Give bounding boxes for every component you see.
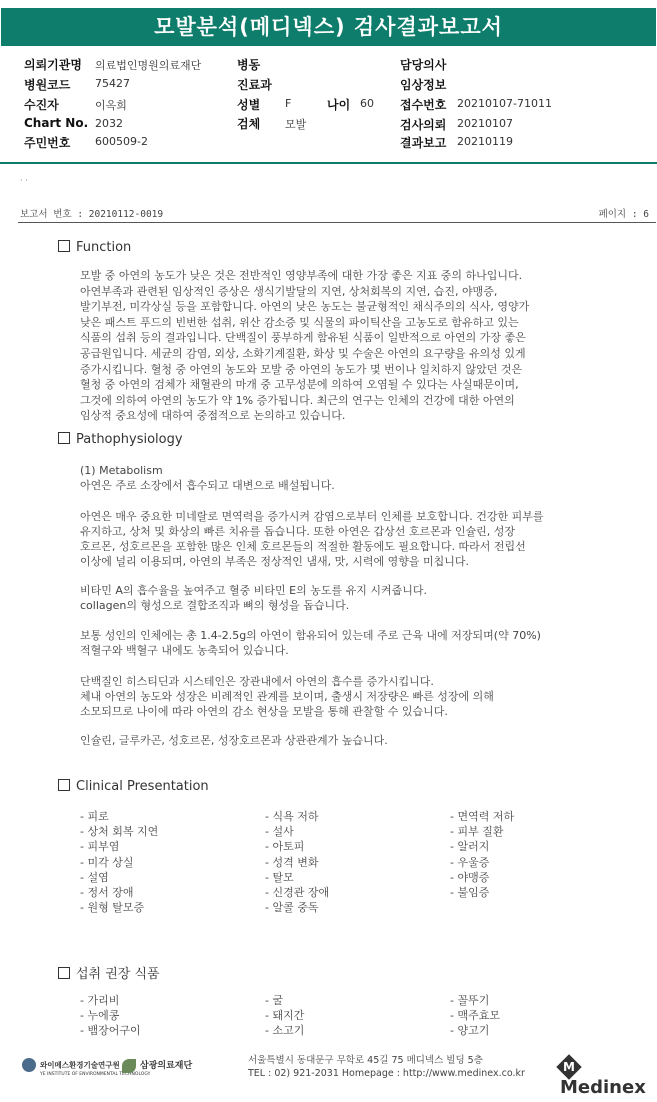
list-item: - 우울증 — [450, 855, 490, 869]
id-label: 주민번호 — [24, 136, 71, 150]
list-item: - 정서 장애 — [80, 886, 134, 900]
section-clinical-title: Clinical Presentation — [58, 779, 209, 794]
medinex-logo: MMedinex — [560, 1056, 657, 1098]
report-value: 20210119 — [457, 135, 513, 148]
receipt-value: 20210107-71011 — [457, 97, 552, 110]
dept-label: 진료과 — [237, 78, 272, 92]
foods-list-col-2 — [265, 993, 304, 1039]
report-title: 모발분석(메디넥스) 검사결과보고서 — [1, 8, 656, 46]
foods-list-col-3 — [450, 993, 500, 1039]
patho-para-3: 비타민 A의 흡수율을 높여주고 혈중 비타민 E의 농도를 유지 시켜줍니다. collagen의 형성으로 결합조직과 뼈의 형성을 돕습니다. — [80, 584, 427, 612]
scan-dots: · · — [20, 176, 28, 185]
list-item: - 면역력 저하 — [450, 810, 515, 823]
section-patho-title: Pathophysiology — [58, 432, 183, 447]
list-item: - 굴 — [265, 994, 284, 1007]
list-item: - 성격 변화 — [265, 855, 319, 869]
checkbox-icon — [58, 967, 70, 979]
clinical-list-col-3 — [450, 809, 514, 900]
clinical-info-label: 임상정보 — [400, 78, 447, 92]
footer-address: 서울특별시 동대문구 무학로 45길 75 메디넥스 빌딩 5층 TEL : 02) 921-2031 Homepage : http://www.medinex.co.kr — [248, 1055, 525, 1079]
institution-label: 의뢰기관명 — [24, 58, 82, 72]
specimen-value: 모발 — [285, 118, 307, 131]
patho-line-1: 아연은 주로 소장에서 흡수되고 대변으로 배설됩니다. — [80, 479, 335, 492]
leaf-icon — [122, 1059, 136, 1073]
list-item: - 아토피 — [265, 840, 305, 854]
clinical-list-col-1 — [80, 809, 158, 915]
org2-logo: 삼광의료재단 — [122, 1058, 192, 1073]
list-item: - 상처 회복 지연 — [80, 825, 159, 839]
list-item: - 야맹증 — [450, 870, 490, 884]
chart-value: 2032 — [95, 117, 123, 130]
patho-subtitle: (1) Metabolism — [80, 464, 163, 477]
list-item: - 맥주효모 — [450, 1009, 500, 1023]
list-item: - 뱀장어구이 — [80, 1024, 141, 1038]
patient-value: 이옥희 — [95, 99, 127, 112]
request-label: 검사의뢰 — [400, 118, 447, 132]
institution-value: 의료법인명원의료재단 — [95, 59, 202, 72]
patient-info-block — [0, 52, 657, 164]
ward-label: 병동 — [237, 58, 261, 72]
sex-value: F — [285, 97, 292, 110]
doctor-label: 담당의사 — [400, 58, 447, 72]
report-number: 보고서 번호 : 20210112-0019 — [20, 209, 164, 220]
request-value: 20210107 — [457, 117, 513, 130]
list-item: - 원형 탈모증 — [80, 901, 145, 915]
list-item: - 식욕 저하 — [265, 810, 319, 823]
section-function-title: Function — [58, 240, 131, 255]
patho-para-2: 아연은 매우 중요한 미네랄로 면역력을 증가시켜 감염으로부터 인체를 보호합니다. 건강한 피부를 유지하고, 상처 및 화상의 빠른 치유를 돕습니다. 또한 아연은 갑상선 호르몬과 인슐린, 성장 호르몬, 성호르몬을 포함한 많은 인체 호르몬들의 적절한 활동에도 필요합니다. 따라서 전립선 이상에 널리 이용되며, 아연의 부족은 정상적인 냄새, 맛, 시력에 영향을 미칩니다. — [80, 510, 544, 568]
hospital-code-label: 병원코드 — [24, 78, 71, 92]
age-label: 나이 — [327, 98, 351, 112]
clinical-list-col-2 — [265, 809, 329, 915]
receipt-label: 접수번호 — [400, 98, 447, 112]
checkbox-icon — [58, 779, 70, 791]
list-item: - 소고기 — [265, 1024, 305, 1038]
foods-list-col-1 — [80, 993, 141, 1039]
list-item: - 신경관 장애 — [265, 886, 330, 900]
list-item: - 꼴뚜기 — [450, 994, 490, 1007]
globe-icon — [22, 1058, 36, 1072]
list-item: - 돼지간 — [265, 1009, 305, 1023]
list-item: - 양고기 — [450, 1024, 490, 1038]
list-item: - 설염 — [80, 870, 109, 884]
medinex-mark-icon: M — [556, 1054, 581, 1079]
checkbox-icon — [58, 240, 70, 252]
header-divider — [18, 222, 656, 223]
patho-para-4: 보통 성인의 인체에는 총 1.4-2.5g의 아연이 함유되어 있는데 주로 근육 내에 저장되며(약 70%) 적혈구와 백혈구 내에도 농축되어 있습니다. — [80, 629, 541, 657]
specimen-label: 검체 — [237, 117, 261, 131]
page-number: 페이지 : 6 — [598, 209, 649, 220]
list-item: - 알콜 중독 — [265, 901, 319, 915]
hospital-code-value: 75427 — [95, 77, 130, 90]
list-item: - 피부 질환 — [450, 825, 504, 839]
section-foods-title: 섭취 권장 식품 — [58, 963, 160, 982]
patient-label: 수진자 — [24, 98, 59, 112]
list-item: - 알러지 — [450, 840, 490, 854]
sex-label: 성별 — [237, 98, 261, 112]
list-item: - 가리비 — [80, 994, 120, 1007]
age-value: 60 — [360, 97, 374, 110]
report-label: 결과보고 — [400, 136, 447, 150]
list-item: - 탈모 — [265, 870, 294, 884]
list-item: - 피로 — [80, 810, 109, 823]
page-footer — [0, 1050, 657, 1098]
patho-para-5: 단백질인 히스티딘과 시스테인은 장관내에서 아연의 흡수를 증가시킵니다. 체내 아연의 농도와 성장은 비례적인 관계를 보이며, 출생시 저장량은 빠른 성장에 의해 소모되므로 나이에 따라 아연의 감소 현상을 모발을 통해 관찰할 수 있습니다. — [80, 675, 494, 718]
checkbox-icon — [58, 432, 70, 444]
id-value: 600509-2 — [95, 135, 148, 148]
patho-para-6: 인슐린, 글루카곤, 성호르몬, 성장호르몬과 상관관계가 높습니다. — [80, 734, 388, 747]
list-item: - 피부염 — [80, 840, 120, 854]
list-item: - 누에콩 — [80, 1009, 120, 1023]
list-item: - 불임증 — [450, 886, 490, 900]
list-item: - 미각 상실 — [80, 855, 134, 869]
org1-logo: 와이메스환경기술연구원 YE INSTITUTE OF ENVIRONMENTAL TECHNOLOGY — [22, 1058, 150, 1077]
function-text: 모발 중 아연의 농도가 낮은 것은 전반적인 영양부족에 대한 가장 좋은 지표 중의 하나입니다. 아연부족과 관련된 임상적인 증상은 생식기발달의 지연, 상처회복의 지연, 습진, 야맹증, 발기부전, 미각상실 등을 포함합니다. 아연의 낮은 농도는 불균형적인 채식주의의 식사, 영양가 낮은 패스트 푸드의 빈번한 섭취, 위산 감소증 및 식물의 파이틱산을 고농도로 함유하고 있는 식품의 섭취 등의 결과입니다. 단백질이 풍부하게 함유된 식품이 일반적으로 아연의 가장 좋은 공급원입니다. 세균의 감염, 외상, 소화기계질환, 화상 및 수술은 아연의 요구량을 유의성 있게 증가시킵니다. 혈청 중 아연의 농도와 모발 중 아연의 농도가 몇 번이나 일치하지 않았던 것은 혈청 중 아연의 검체가 채혈관의 마개 중 고무성분에 의하여 오염될 수 있다는 사실때문이며, 그것에 의하여 아연의 농도가 약 1% 증가됩니다. 최근의 연구는 인체의 건강에 대한 아연의 임상적 중요성에 대하여 중점적으로 논의하고 있습니다. — [80, 269, 530, 423]
list-item: - 설사 — [265, 825, 294, 839]
chart-label: Chart No. — [24, 116, 89, 130]
